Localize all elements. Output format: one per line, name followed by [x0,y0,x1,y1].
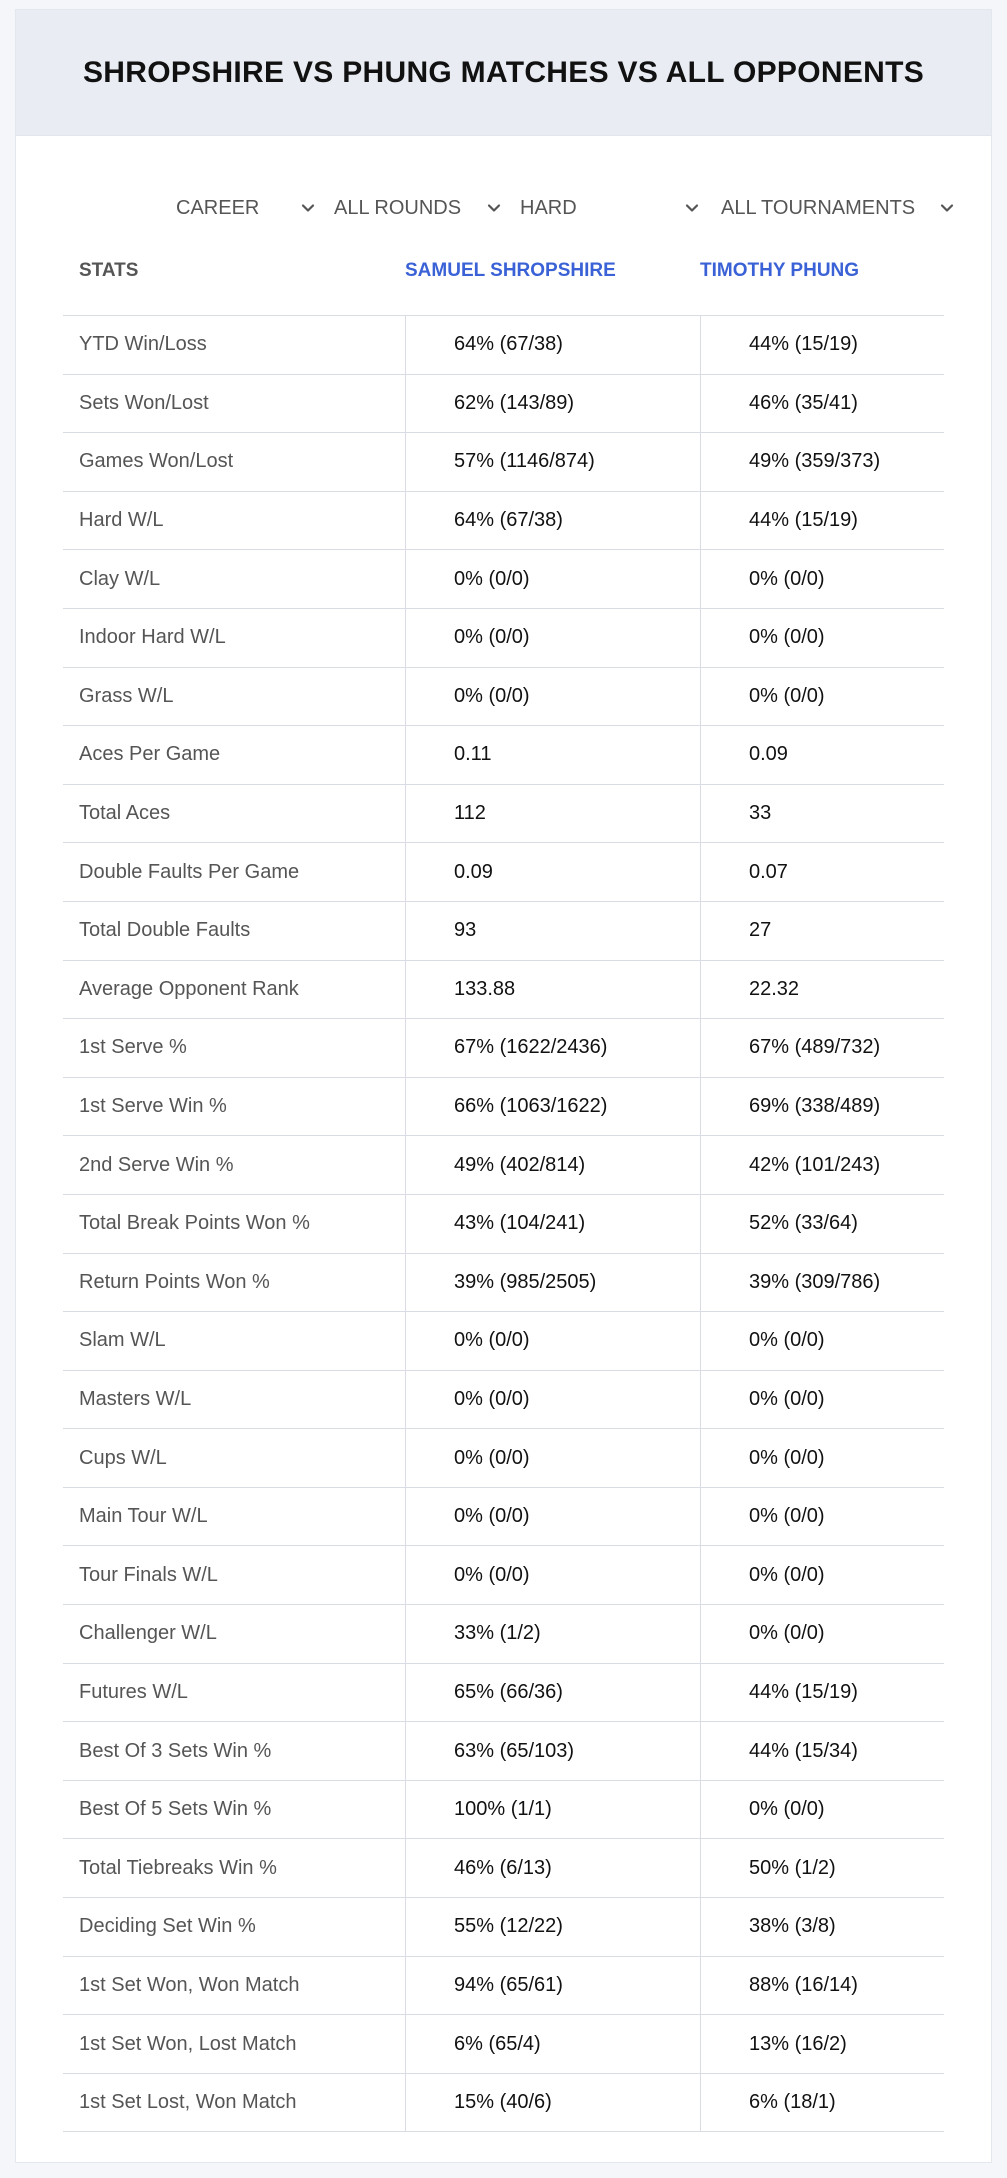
table-row [63,609,944,668]
player1-stat-value: 93 [405,902,700,960]
chevron-down-icon [484,198,504,218]
table-row [63,1546,944,1605]
filter-label: ALL TOURNAMENTS [721,196,916,219]
table-row [63,726,944,785]
career-filter-select[interactable] [176,182,318,234]
stat-label: Tour Finals W/L [79,1563,218,1586]
page-title: SHROPSHIRE VS PHUNG MATCHES VS ALL OPPONENTS [82,55,925,89]
player1-stat-value: 49% (402/814) [405,1136,700,1194]
stat-label: Double Faults Per Game [79,860,300,883]
table-row [63,1839,944,1898]
table-row [63,843,944,902]
table-row [63,1957,944,2016]
player2-stat-value: 46% (35/41) [700,375,944,433]
stat-label: Clay W/L [79,567,161,590]
player1-stat-value: 46% (6/13) [405,1839,700,1897]
player2-stat-value: 0% (0/0) [700,668,944,726]
table-row [63,1429,944,1488]
player2-stat-value: 0% (0/0) [700,1429,944,1487]
player1-stat-value: 0% (0/0) [405,668,700,726]
stat-label: Total Break Points Won % [79,1212,310,1235]
stat-label: Hard W/L [79,509,164,532]
chevron-down-icon [937,198,957,218]
player1-stat-value: 15% (40/6) [405,2074,700,2132]
table-row [63,1136,944,1195]
stat-label: Best Of 5 Sets Win % [79,1798,272,1821]
player2-stat-value: 50% (1/2) [700,1839,944,1897]
player1-stat-value: 112 [405,785,700,843]
table-row [63,1312,944,1371]
player2-stat-value: 88% (16/14) [700,1957,944,2015]
stat-label: Indoor Hard W/L [79,626,226,649]
stat-label: 1st Set Lost, Won Match [79,2091,297,2114]
stat-label: Deciding Set Win % [79,1915,256,1938]
player1-stat-value: 0% (0/0) [405,1546,700,1604]
player2-stat-value: 52% (33/64) [700,1195,944,1253]
table-header [63,246,944,316]
table-row [63,1605,944,1664]
player1-stat-value: 57% (1146/874) [405,433,700,491]
chevron-down-icon [298,198,318,218]
player2-column-header[interactable]: TIMOTHY PHUNG [700,260,860,281]
player2-stat-value: 0.09 [700,726,944,784]
player1-stat-value: 133.88 [405,961,700,1019]
rounds-filter-select[interactable] [334,182,504,234]
player1-stat-value: 0.09 [405,843,700,901]
tournaments-filter-select[interactable] [721,182,957,234]
table-row [63,1488,944,1547]
player2-stat-value: 33 [700,785,944,843]
filter-label: CAREER [176,196,260,219]
player1-column-header[interactable]: SAMUEL SHROPSHIRE [405,260,616,281]
player2-stat-value: 44% (15/19) [700,1664,944,1722]
player1-stat-value: 0.11 [405,726,700,784]
table-row [63,2015,944,2074]
table-row [63,433,944,492]
filter-label: ALL ROUNDS [334,196,462,219]
table-row [63,2074,944,2133]
stat-label: Challenger W/L [79,1622,217,1645]
stat-label: 1st Serve Win % [79,1095,227,1118]
table-row [63,668,944,727]
player1-stat-value: 33% (1/2) [405,1605,700,1663]
table-row [63,1371,944,1430]
player1-stat-value: 6% (65/4) [405,2015,700,2073]
stats-column-header: STATS [79,260,139,281]
player2-stat-value: 49% (359/373) [700,433,944,491]
stat-label: Grass W/L [79,684,174,707]
filter-bar [16,182,991,234]
player2-stat-value: 27 [700,902,944,960]
table-row [63,1722,944,1781]
player1-stat-value: 94% (65/61) [405,1957,700,2015]
player2-stat-value: 22.32 [700,961,944,1019]
player1-stat-value: 66% (1063/1622) [405,1078,700,1136]
player2-stat-value: 44% (15/19) [700,492,944,550]
player2-stat-value: 67% (489/732) [700,1019,944,1077]
player2-stat-value: 0.07 [700,843,944,901]
table-row [63,1898,944,1957]
table-row [63,902,944,961]
player2-stat-value: 44% (15/19) [700,316,944,374]
player2-stat-value: 0% (0/0) [700,1371,944,1429]
stat-label: Total Tiebreaks Win % [79,1856,277,1879]
player2-stat-value: 0% (0/0) [700,550,944,608]
player2-stat-value: 0% (0/0) [700,1488,944,1546]
stat-label: 1st Serve % [79,1036,187,1059]
filter-label: HARD [520,196,577,219]
stat-label: Return Points Won % [79,1270,270,1293]
player1-stat-value: 0% (0/0) [405,1312,700,1370]
player1-stat-value: 0% (0/0) [405,609,700,667]
table-row [63,1019,944,1078]
player2-stat-value: 39% (309/786) [700,1254,944,1312]
player1-stat-value: 0% (0/0) [405,550,700,608]
stats-table [63,246,944,2132]
player1-stat-value: 43% (104/241) [405,1195,700,1253]
player1-stat-value: 100% (1/1) [405,1781,700,1839]
table-row [63,492,944,551]
stat-label: Best Of 3 Sets Win % [79,1739,272,1762]
stat-label: Cups W/L [79,1446,167,1469]
player1-stat-value: 0% (0/0) [405,1488,700,1546]
stat-label: Sets Won/Lost [79,391,209,414]
player2-stat-value: 6% (18/1) [700,2074,944,2132]
stat-label: 2nd Serve Win % [79,1153,234,1176]
table-row [63,1078,944,1137]
table-row [63,1254,944,1313]
player2-stat-value: 0% (0/0) [700,609,944,667]
player2-stat-value: 38% (3/8) [700,1898,944,1956]
table-row [63,1781,944,1840]
stat-label: Total Double Faults [79,919,251,942]
player1-stat-value: 63% (65/103) [405,1722,700,1780]
stat-label: Masters W/L [79,1387,192,1410]
player1-stat-value: 0% (0/0) [405,1371,700,1429]
player2-stat-value: 0% (0/0) [700,1605,944,1663]
stat-label: Slam W/L [79,1329,166,1352]
stat-label: Games Won/Lost [79,450,234,473]
stat-label: 1st Set Won, Lost Match [79,2032,297,2055]
stat-label: 1st Set Won, Won Match [79,1973,300,1996]
player1-stat-value: 0% (0/0) [405,1429,700,1487]
table-row [63,1664,944,1723]
table-row [63,375,944,434]
table-body [63,316,944,2132]
player2-stat-value: 0% (0/0) [700,1312,944,1370]
player1-stat-value: 64% (67/38) [405,492,700,550]
player2-stat-value: 13% (16/2) [700,2015,944,2073]
stat-label: Average Opponent Rank [79,977,299,1000]
player1-stat-value: 55% (12/22) [405,1898,700,1956]
stat-label: Main Tour W/L [79,1505,208,1528]
page-header [16,10,991,136]
stat-label: Futures W/L [79,1680,188,1703]
table-row [63,785,944,844]
table-row [63,316,944,375]
player2-stat-value: 0% (0/0) [700,1546,944,1604]
surface-filter-select[interactable] [520,182,702,234]
stats-card [15,9,992,2163]
table-row [63,1195,944,1254]
player1-stat-value: 67% (1622/2436) [405,1019,700,1077]
player1-stat-value: 62% (143/89) [405,375,700,433]
stat-label: Total Aces [79,802,171,825]
player1-stat-value: 39% (985/2505) [405,1254,700,1312]
player2-stat-value: 0% (0/0) [700,1781,944,1839]
chevron-down-icon [682,198,702,218]
player1-stat-value: 65% (66/36) [405,1664,700,1722]
stat-label: Aces Per Game [79,743,221,766]
player1-stat-value: 64% (67/38) [405,316,700,374]
player2-stat-value: 44% (15/34) [700,1722,944,1780]
stat-label: YTD Win/Loss [79,333,207,356]
player2-stat-value: 42% (101/243) [700,1136,944,1194]
player2-stat-value: 69% (338/489) [700,1078,944,1136]
table-row [63,961,944,1020]
table-row [63,550,944,609]
